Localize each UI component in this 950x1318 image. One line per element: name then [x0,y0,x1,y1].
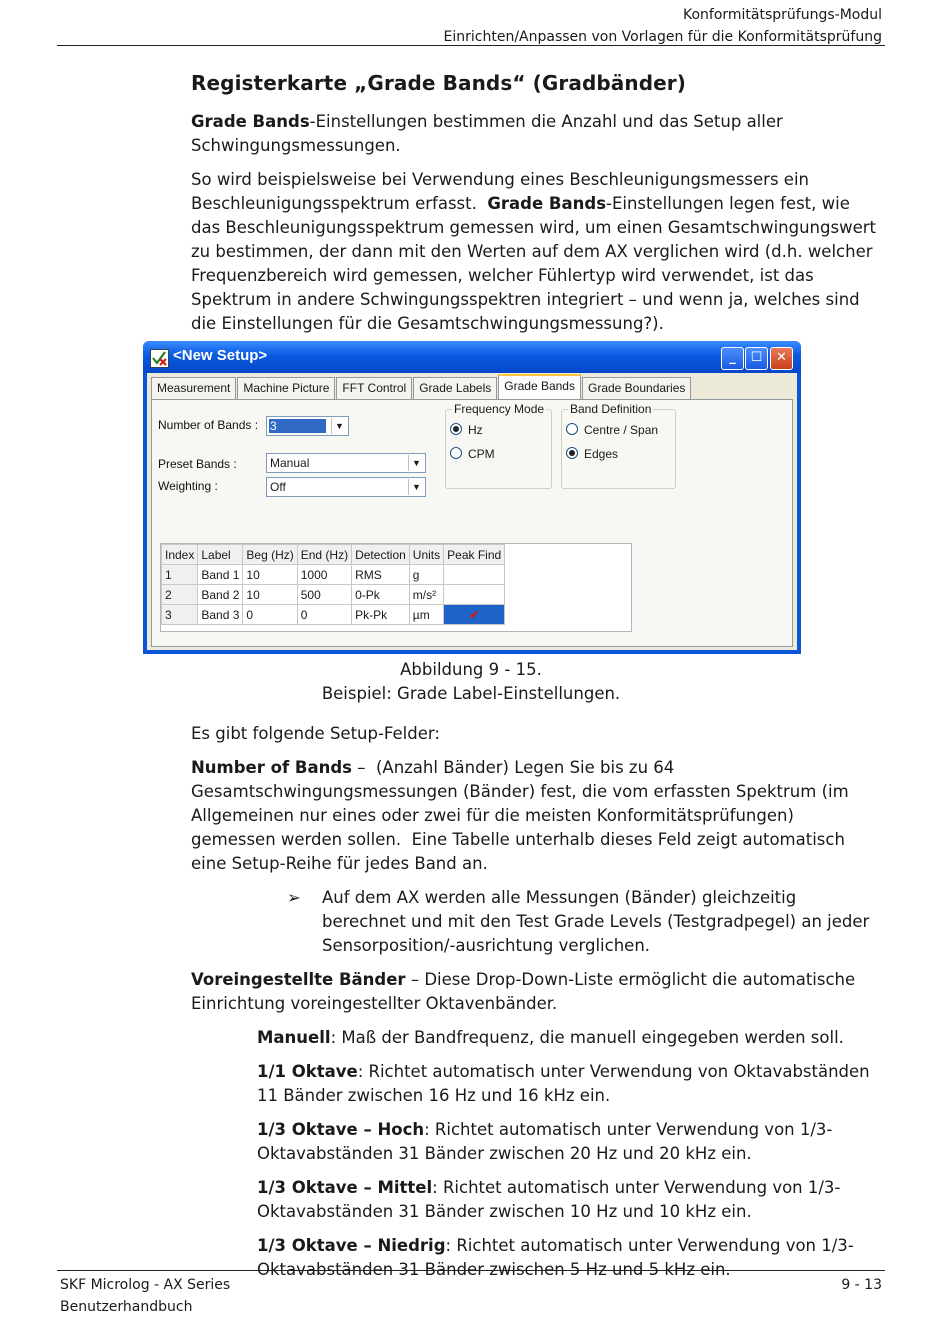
footer-product: SKF Microlog - AX Series [60,1277,231,1293]
footer-rule [57,1270,885,1271]
paragraph-2: So wird beispielsweise bei Verwendung eines Beschleunigungsmessers ein Beschleunigungsspektrum erfasst. Grade Bands-Einstellungen legen fest, wie das Beschleunigungsspektrum gemessen wird, um einen Gesamtschwingungswert zu bestimmen, der dann mit den Werten auf dem AX verglichen wird (d.h. welcher Frequenzbereich wird gemessen, welcher Fühlertyp wird verwendet, ist das Spektrum in andere Schwingungsspektren integriert – und wenn ja, welches sind die Einstellungen für die Gesamtschwingungsmessung?). [191,170,876,333]
footer-doc: Benutzerhandbuch [60,1299,193,1315]
table-cell[interactable]: 500 [297,585,351,605]
chevron-down-icon: ▼ [331,418,347,434]
column-header: Label [198,545,243,565]
band-definition-label: Band Definition [570,402,652,416]
number-of-bands-label: Number of Bands : [158,418,259,432]
grade-bands-panel [151,399,793,647]
table-cell[interactable]: 10 [243,585,297,605]
paragraph-1: Grade Bands-Einstellungen bestimmen die Anzahl und das Setup aller Schwingungsmessungen. [191,112,783,155]
option-1-3-hoch: 1/3 Oktave – Hoch: Richtet automatisch unter Verwendung von 1/3-Oktavabständen 31 Bänder zwischen 20 Hz und 20 kHz ein. [257,1120,833,1163]
page-number: 9 - 13 [841,1277,882,1293]
tab-grade-labels[interactable]: Grade Labels [413,377,497,399]
caption-number: Abbildung 9 - 15. [400,660,542,679]
option-1-3-mittel: 1/3 Oktave – Mittel: Richtet automatisch unter Verwendung von 1/3-Oktavabständen 31 Bänder zwischen 10 Hz und 10 kHz ein. [257,1178,841,1221]
number-of-bands-value: 3 [269,419,326,433]
table-cell[interactable]: g [409,565,443,585]
tab-measurement[interactable]: Measurement [151,377,236,399]
column-header: Units [409,545,443,565]
table-row[interactable] [162,585,505,605]
figure-caption [191,658,751,706]
column-header: Beg (Hz) [243,545,297,565]
peak-find-checkmark[interactable]: ✔ [444,605,505,625]
tab-strip [151,377,692,399]
radio-edges[interactable]: Edges [566,447,618,461]
table-cell[interactable]: Pk-Pk [352,605,410,625]
page-footer [60,1274,230,1318]
header-module: Konformitätsprüfungs-Modul [682,7,882,23]
table-cell[interactable]: 0-Pk [352,585,410,605]
table-cell[interactable]: RMS [352,565,410,585]
bullet-item [287,886,881,958]
table-cell[interactable]: Band 1 [198,565,243,585]
weighting-value: Off [270,480,286,494]
preset-bands-value: Manual [270,456,310,470]
preset-bands-select[interactable] [266,453,426,473]
table-row[interactable] [162,605,505,625]
column-header: End (Hz) [297,545,351,565]
table-cell[interactable] [444,565,505,585]
table-header-row [162,545,505,565]
table-cell[interactable]: m/s² [409,585,443,605]
page-header [444,4,882,48]
preset-bands-label: Preset Bands : [158,457,237,471]
preset-bands-paragraph: Voreingestellte Bänder – Diese Drop-Down-Liste ermöglicht die automatische Einrichtung voreingestellter Oktavenbänder. [191,970,861,1013]
app-icon [150,349,169,368]
weighting-label: Weighting : [158,479,218,493]
option-1-1-oktave: 1/1 Oktave: Richtet automatisch unter Verwendung von Oktavabständen 11 Bänder zwischen 16 Hz und 16 kHz ein. [257,1062,870,1105]
section-intro [191,68,881,346]
radio-dot-icon [566,447,578,459]
radio-centre-span[interactable]: Centre / Span [566,423,658,437]
header-chapter: Einrichten/Anpassen von Vorlagen für die Konformitätsprüfung [443,29,882,45]
table-cell[interactable]: 1000 [297,565,351,585]
tab-grade-bands[interactable]: Grade Bands [498,374,581,400]
radio-dot-icon [566,423,578,435]
table-row[interactable] [162,565,505,585]
table-cell: 3 [162,605,198,625]
band-definition-group [561,402,676,489]
arrow-bullet-icon: ➢ [287,888,301,907]
column-header: Index [162,545,198,565]
option-manuell: Manuell: Maß der Bandfrequenz, die manuell eingegeben werden soll. [257,1028,844,1047]
column-header: Detection [352,545,410,565]
table-cell: 2 [162,585,198,605]
number-of-bands-select[interactable] [266,416,349,436]
caption-text: Beispiel: Grade Label-Einstellungen. [321,684,621,703]
dialog-titlebar [143,341,801,373]
minimize-button[interactable]: _ [721,347,744,370]
tab-machine-picture[interactable]: Machine Picture [237,377,335,399]
radio-cpm[interactable]: CPM [450,447,495,461]
table-cell[interactable]: Band 3 [198,605,243,625]
chevron-down-icon: ▼ [408,455,424,471]
frequency-mode-group [445,402,552,489]
table-cell[interactable] [444,585,505,605]
option-1-3-niedrig: 1/3 Oktave – Niedrig: Richtet automatisch unter Verwendung von 1/3-Oktavabständen 31 Bänder zwischen 5 Hz und 5 kHz ein. [257,1236,854,1279]
radio-dot-icon [450,447,462,459]
bullet-text: Auf dem AX werden alle Messungen (Bänder) gleichzeitig berechnet und mit den Test Grade Levels (Testgradpegel) an jeder Sensorposition/-ausrichtung verglichen. [322,888,870,955]
bands-table [161,544,505,625]
close-button[interactable]: ✕ [770,347,793,370]
header-rule [57,45,885,46]
number-of-bands-paragraph: Number of Bands – (Anzahl Bänder) Legen Sie bis zu 64 Gesamtschwingungsmessungen (Bänder) fest, die vom erfassten Spektrum (im Allgemeinen nur eines oder zwei für die meisten Konformitätsprüfungen) gemessen werden sollen. Eine Tabelle unterhalb dieses Feld zeigt automatisch eine Setup-Reihe für jedes Band an. [191,758,854,873]
frequency-mode-label: Frequency Mode [454,402,545,416]
radio-hz[interactable]: Hz [450,423,483,437]
tab-grade-boundaries[interactable]: Grade Boundaries [582,377,691,399]
bands-grid [160,543,632,632]
table-cell[interactable]: µm [409,605,443,625]
maximize-button[interactable]: ☐ [745,347,768,370]
setup-fields-section [191,722,881,1292]
radio-dot-icon [450,423,462,435]
dialog-title: <New Setup> [173,347,268,364]
table-cell[interactable]: 0 [297,605,351,625]
new-setup-dialog-screenshot [143,341,801,654]
section-title: Registerkarte „Grade Bands“ (Gradbänder) [191,71,687,95]
chevron-down-icon: ▼ [408,479,424,495]
table-cell: 1 [162,565,198,585]
column-header: Peak Find [444,545,505,565]
table-cell[interactable]: Band 2 [198,585,243,605]
table-cell[interactable]: 0 [243,605,297,625]
tab-fft-control[interactable]: FFT Control [336,377,412,399]
setup-fields-intro: Es gibt folgende Setup-Felder: [191,724,440,743]
weighting-select[interactable] [266,477,426,497]
dialog-client [147,373,797,650]
table-cell[interactable]: 10 [243,565,297,585]
dialog-window [143,341,801,654]
